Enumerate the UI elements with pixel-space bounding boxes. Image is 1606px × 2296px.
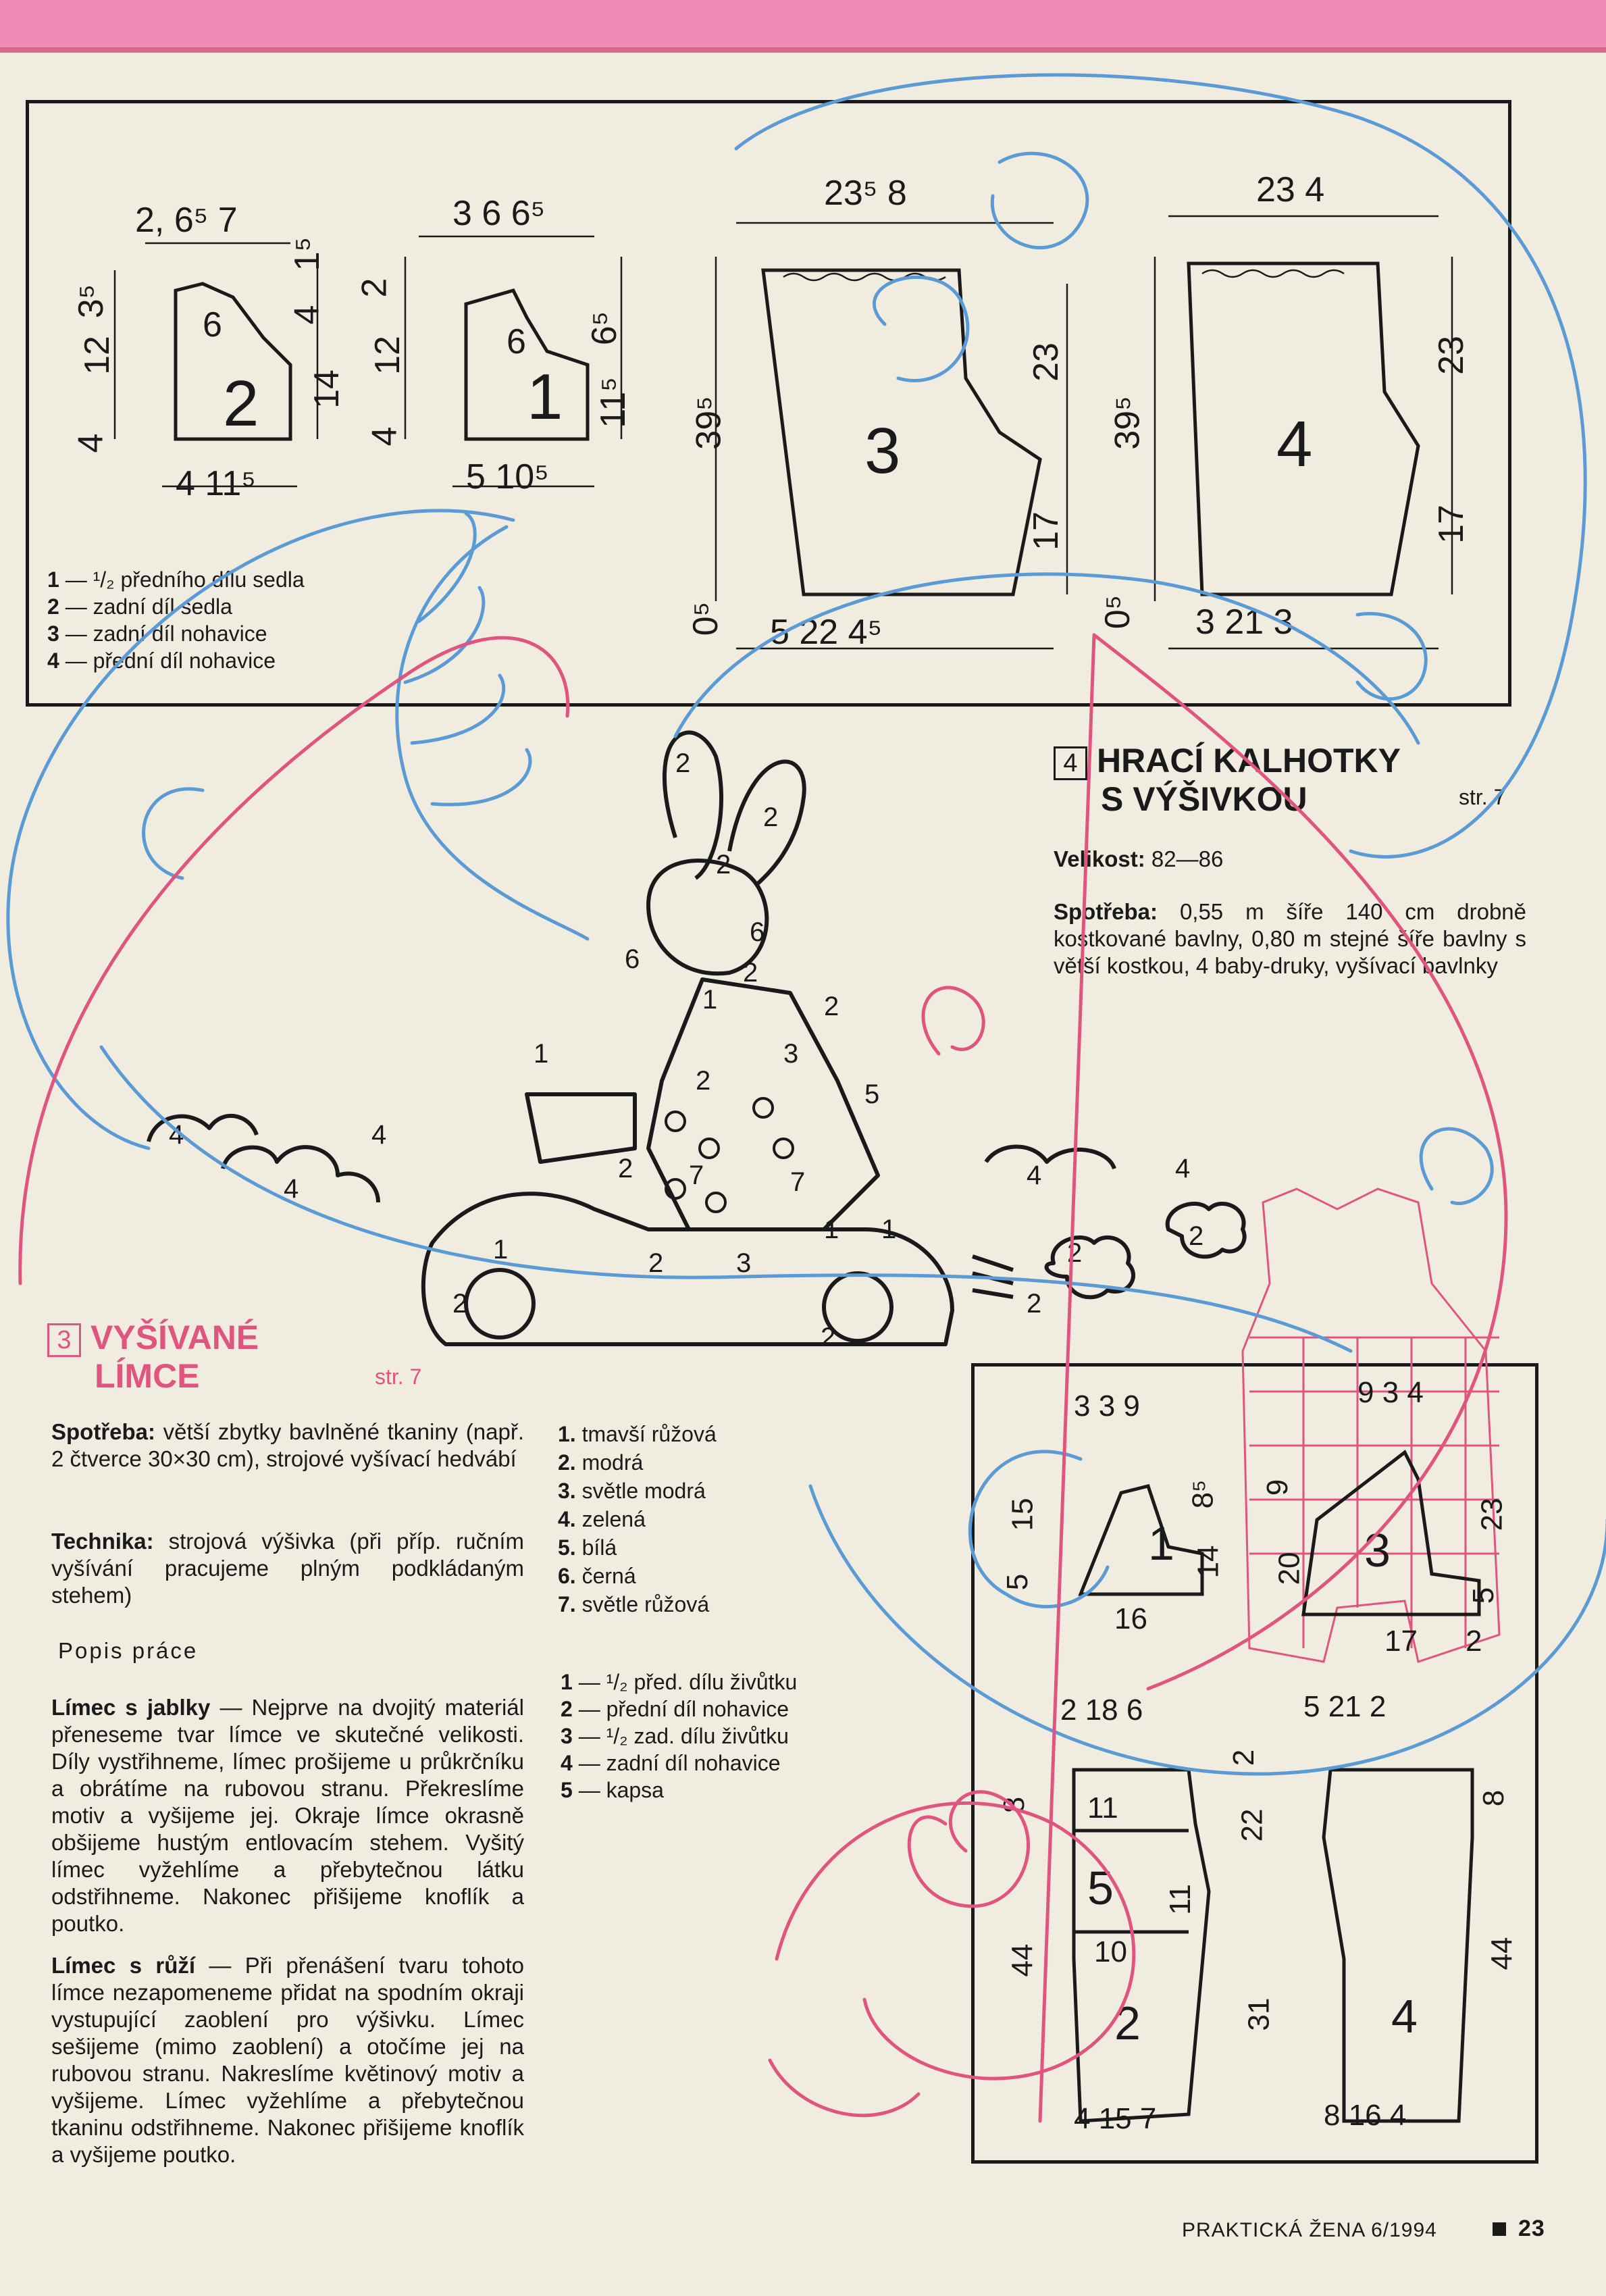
apple-leaf-outline xyxy=(736,75,1585,857)
parts-legend-item-5: 5 — kapsa xyxy=(561,1778,664,1802)
cloud-num-1: 4 xyxy=(169,1120,184,1150)
bunny-num-seat: 5 xyxy=(864,1079,880,1109)
pink-rose-outer xyxy=(777,1803,1134,2078)
bunny-num-body2: 1 xyxy=(881,1215,897,1244)
b1-top-dim: 3 3 9 xyxy=(1074,1389,1140,1423)
section-4-page-ref: str. 7 xyxy=(1459,785,1506,809)
leaf-veins xyxy=(405,513,530,805)
bunny-num-ear3: 2 xyxy=(716,850,731,879)
p3-bottom-dim: 5 22 4⁵ xyxy=(770,613,883,652)
b3-top-dim: 9 3 4 xyxy=(1357,1376,1424,1409)
cloud-num-5: 4 xyxy=(1175,1154,1191,1183)
b3-bottom-dim: 17 xyxy=(1384,1625,1418,1658)
p1-right-dim-1: 6⁵ xyxy=(585,311,625,346)
b3-left-dim-2: 20 xyxy=(1272,1552,1306,1585)
section-3-collar-roses: Límec s růží — Při přenášení tvaru tohoto límce nezapomeneme přidat na spodním okraji vystupující zaoblení pro výšivku. Límec sešijeme (mimo zaoblení) a otočíme jej na rubovou stranu. Nakreslíme květinový motiv a vyšijeme. Límec vyžehlíme a přebytečnou tkaninu odstřihneme. Nakonec přišijeme knoflík a vyšijeme poutko. xyxy=(51,1953,524,2167)
p2-bottom-dim: 4 11⁵ xyxy=(176,464,256,503)
cloud-num-4: 4 xyxy=(1027,1160,1042,1190)
bunny-num-body1: 1 xyxy=(824,1215,839,1244)
b3-left-dim-1: 9 xyxy=(1261,1479,1295,1496)
section-3-title: 3 VYŠÍVANÉ LÍMCE xyxy=(47,1319,398,1395)
color-legend-item-6: 6. černá xyxy=(558,1564,636,1588)
pattern-piece-2-number: 2 xyxy=(223,367,259,440)
bunny-num-cheek: 2 xyxy=(743,958,758,988)
long-arc-center xyxy=(675,574,1418,743)
cloud-num-2: 4 xyxy=(284,1174,299,1204)
speed-num: 2 xyxy=(1027,1289,1042,1319)
pink-line-down xyxy=(1040,635,1094,2121)
parts-legend-item-3: 3 — ¹/₂ zad. dílu živůtku xyxy=(561,1724,789,1748)
b3-right-dim-2: 5 xyxy=(1467,1587,1501,1604)
p4-bottom-dim: 3 21 3 xyxy=(1195,603,1293,642)
b2-right-dim-3: 31 xyxy=(1242,1997,1276,2031)
bunny-num-dot1: 7 xyxy=(689,1160,704,1190)
swirl-left xyxy=(144,789,203,878)
b2-inner-dim-2: 11 xyxy=(1163,1884,1197,1915)
bunny-num-scooter: 1 xyxy=(493,1235,509,1265)
pink-heart-right xyxy=(1094,635,1509,1689)
b4-top-dim: 5 21 2 xyxy=(1303,1690,1387,1723)
bunny-num-skirt: 2 xyxy=(618,1154,633,1183)
bunny-num-dot2: 7 xyxy=(790,1167,806,1197)
p1-right-dim-2: 11⁵ xyxy=(593,377,633,428)
bottom-piece-1-number: 1 xyxy=(1148,1517,1174,1570)
section-4-number: 4 xyxy=(1054,746,1087,780)
pattern-piece-3-number: 3 xyxy=(864,415,901,487)
b1-right-dim-2: 14 xyxy=(1191,1545,1225,1579)
bunny-num-wheel1: 2 xyxy=(452,1289,468,1319)
section-3-number: 3 xyxy=(47,1323,81,1357)
b1-left-dim-2: 5 xyxy=(1001,1573,1035,1591)
p2-left-dim-3: 4 xyxy=(71,433,111,453)
top-legend-item-3: 3 — zadní díl nohavice xyxy=(47,621,267,646)
bottom-piece-3-number: 3 xyxy=(1364,1524,1391,1577)
parts-legend-item-2: 2 — přední díl nohavice xyxy=(561,1697,789,1721)
puff-num-2: 2 xyxy=(1189,1221,1204,1251)
section-4-usage: Spotřeba: 0,55 m šíře 140 cm drobně kostkované bavlny, 0,80 m stejné šíře bavlny s větší kostkou, 4 baby-druky, vyšívací bavlnky xyxy=(1054,899,1527,978)
color-legend-item-3: 3. světle modrá xyxy=(558,1479,706,1503)
b2-left-dim-1: 8 xyxy=(998,1796,1031,1814)
b2-inner-dim-1: 11 xyxy=(1087,1791,1118,1825)
p2-right-dim-1: 1⁵ xyxy=(288,236,328,272)
b1-left-dim: 15 xyxy=(1006,1498,1039,1531)
b1-bottom-dim: 16 xyxy=(1114,1602,1147,1635)
section-3-collar-apples: Límec s jablky — Nejprve na dvojitý materiál přeneseme tvar límce ve skutečné velikosti. Díly vystřihneme, límec prošijeme u průkrčníku a obrátíme na rubovou stranu. Překreslíme motiv a vyšijeme jej. Okraje límce okrasně obšijeme hustým entlovacím stehem. Vyšitý límec vyžehlíme a přebytečnou látku odstřihneme. Nakonec přišijeme knoflík a poutko. xyxy=(51,1695,524,1936)
pink-swirl-top xyxy=(923,988,983,1054)
p2-top-dim: 2, 6⁵ 7 xyxy=(135,201,238,240)
color-legend-item-4: 4. zelená xyxy=(558,1507,646,1531)
p4-left-dim: 39⁵ xyxy=(1108,396,1147,450)
section-4-title: 4 HRACÍ KALHOTKY S VÝŠIVKOU xyxy=(1054,742,1526,818)
footer-page-number: 23 xyxy=(1518,2216,1545,2241)
b4-bottom-dim: 8 16 4 xyxy=(1324,2099,1407,2132)
p3-small-dim: 0⁵ xyxy=(686,601,726,636)
color-legend-item-5: 5. bílá xyxy=(558,1535,617,1560)
p3-top-dim: 23⁵ 8 xyxy=(824,174,907,213)
top-legend-item-2: 2 — zadní díl sedla xyxy=(47,594,232,619)
bunny-num-shoulder: 2 xyxy=(824,992,839,1021)
section-3-process-heading: Popis práce xyxy=(58,1638,199,1663)
p1-top-dim: 3 6 6⁵ xyxy=(452,194,546,233)
bottom-piece-2-number: 2 xyxy=(1114,1997,1141,2049)
pattern-piece-1-sub-number: 6 xyxy=(507,322,526,361)
pattern-piece-1-number: 1 xyxy=(527,361,563,433)
p1-left-dim-1: 2 xyxy=(355,278,394,298)
footer-magazine: PRAKTICKÁ ŽENA 6/1994 xyxy=(1182,2219,1437,2241)
section-3-usage: Spotřeba: větší zbytky bavlněné tkaniny (např. 2 čtverce 30×30 cm), strojové vyšívací hedvábí xyxy=(51,1419,524,1471)
bunny-num-foot: 2 xyxy=(648,1248,664,1278)
color-legend-item-7: 7. světle růžová xyxy=(558,1592,710,1616)
top-legend-item-4: 4 — přední díl nohavice xyxy=(47,648,276,673)
cloud-num-3: 4 xyxy=(371,1120,387,1150)
bunny-num-leg: 3 xyxy=(736,1248,752,1278)
bunny-num-wheel2: 2 xyxy=(821,1323,836,1352)
p3-right-dim-2: 17 xyxy=(1026,511,1066,551)
color-legend-item-1: 1. tmavší růžová xyxy=(558,1422,717,1446)
pattern-piece-4-number: 4 xyxy=(1276,408,1313,480)
p1-left-dim-3: 4 xyxy=(365,426,405,447)
b3-right-dim-1: 23 xyxy=(1475,1498,1509,1531)
bunny-num-handle: 1 xyxy=(534,1039,549,1069)
mid-flower-outline xyxy=(874,277,967,380)
b4-right-dim-1: 8 xyxy=(1477,1789,1511,1807)
pattern-piece-2-sub-number: 6 xyxy=(203,305,222,345)
p4-top-dim: 23 4 xyxy=(1256,170,1325,209)
bunny-num-arm: 2 xyxy=(696,1066,711,1096)
section-3-page-ref: str. 7 xyxy=(375,1364,422,1389)
apple-leaf-stem xyxy=(397,527,588,939)
b3-small-dim: 2 xyxy=(1466,1625,1482,1658)
p3-right-dim-1: 23 xyxy=(1026,342,1066,382)
p4-small-dim: 0⁵ xyxy=(1098,594,1138,630)
lower-arc xyxy=(810,1486,1606,1774)
b2-inner-dim-3: 10 xyxy=(1094,1935,1127,1968)
p4-right-dim-2: 17 xyxy=(1431,505,1471,544)
b2-right-dim-2: 22 xyxy=(1235,1808,1269,1842)
bunny-num-puff: 2 xyxy=(1067,1238,1083,1268)
p1-bottom-dim: 5 10⁵ xyxy=(466,457,549,496)
top-legend-item-1: 1 — ¹/₂ předního dílu sedla xyxy=(47,567,305,592)
apple-right-ring xyxy=(1421,1129,1492,1203)
bunny-num-nose: 6 xyxy=(625,944,640,974)
bunny-num-ear2: 2 xyxy=(763,802,779,832)
section-4-size: Velikost: 82—86 xyxy=(1054,846,1224,871)
color-legend-item-2: 2. modrá xyxy=(558,1450,644,1475)
p2-right-dim-3: 14 xyxy=(307,369,346,409)
bottom-piece-5-number: 5 xyxy=(1087,1862,1114,1914)
b2-top-dim: 2 18 6 xyxy=(1060,1693,1143,1727)
pink-petal-left xyxy=(770,2060,918,2116)
b4-right-dim-2: 44 xyxy=(1485,1937,1519,1970)
parts-legend-item-1: 1 — ¹/₂ před. dílu živůtku xyxy=(561,1670,798,1694)
p2-left-dim-2: 12 xyxy=(77,336,117,375)
p4-right-dim-1: 23 xyxy=(1431,336,1471,375)
b2-bottom-dim: 4 15 7 xyxy=(1074,2102,1157,2135)
top-flower-loop xyxy=(992,153,1087,247)
p3-left-dim: 39⁵ xyxy=(689,396,729,450)
b2-right-dim-1: 2 xyxy=(1227,1749,1261,1766)
p2-right-dim-2: 4 xyxy=(287,305,327,325)
small-ring-bottom-right xyxy=(1357,613,1426,698)
b1-right-dim-1: 8⁵ xyxy=(1186,1479,1220,1509)
bunny-num-eye: 6 xyxy=(750,917,765,947)
p2-left-dim-1: 3⁵ xyxy=(72,284,111,319)
apple-bottom-arc xyxy=(101,1047,1351,1351)
lower-leaf-shape xyxy=(970,1452,1108,1607)
bunny-num-ear1: 2 xyxy=(675,748,691,778)
bunny-num-collar: 1 xyxy=(702,985,718,1015)
footer-square xyxy=(1493,2222,1506,2236)
section-3-technique: Technika: strojová výšivka (při příp. ručním vyšívání pracujeme plným podkládaným stehem) xyxy=(51,1529,524,1608)
bunny-num-dress: 3 xyxy=(783,1039,799,1069)
bottom-piece-4-number: 4 xyxy=(1391,1990,1418,2043)
p1-left-dim-2: 12 xyxy=(367,336,407,375)
pink-heart-outline xyxy=(20,638,568,1283)
b2-left-dim-2: 44 xyxy=(1006,1943,1039,1977)
parts-legend-item-4: 4 — zadní díl nohavice xyxy=(561,1751,781,1775)
